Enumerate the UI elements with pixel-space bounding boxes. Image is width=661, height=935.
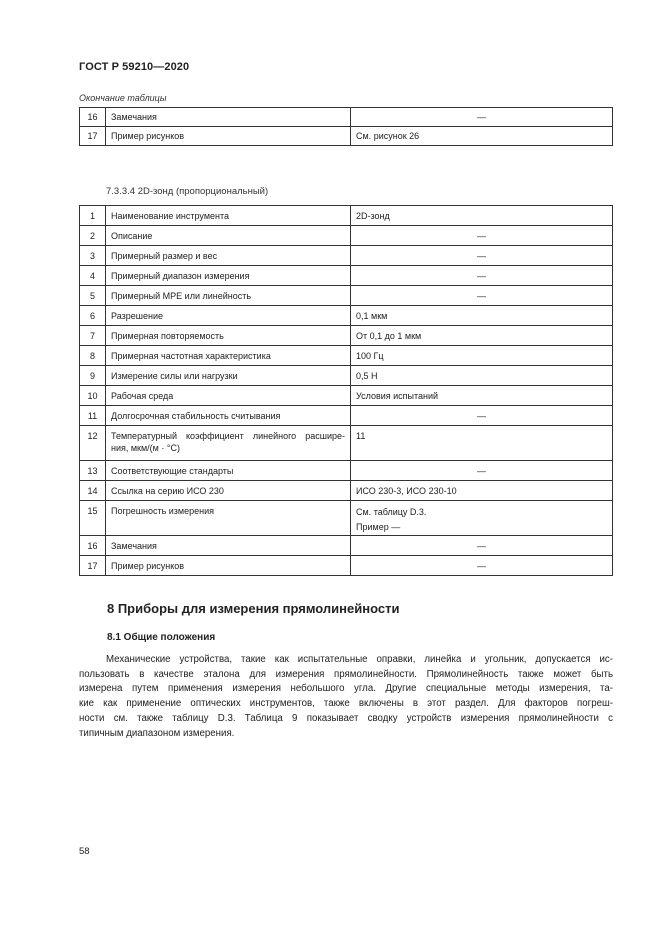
row-value: — xyxy=(351,556,613,576)
table-row xyxy=(80,366,613,386)
row-value: — xyxy=(351,536,613,556)
row-number: 1 xyxy=(80,206,106,226)
row-name: Замечания xyxy=(106,108,351,127)
row-name: Соответствующие стандарты xyxy=(106,461,351,481)
table-row xyxy=(80,326,613,346)
probe-2d-table xyxy=(79,205,613,576)
row-number: 5 xyxy=(80,286,106,306)
row-name: Рабочая среда xyxy=(106,386,351,406)
row-name: Примерная повторяемость xyxy=(106,326,351,346)
paragraph-line: Механические устройства, такие как испытательные оправки, линейка и угольник, допускается ис- xyxy=(106,654,613,665)
row-name: Примерный MPE или линейность xyxy=(106,286,351,306)
section-7334-title: 7.3.3.4 2D-зонд (пропорциональный) xyxy=(106,186,269,197)
section-8-title: 8 Приборы для измерения прямолинейности xyxy=(107,601,400,616)
row-value: 11 xyxy=(351,426,613,461)
row-number: 8 xyxy=(80,346,106,366)
row-value: — xyxy=(351,461,613,481)
row-value: 2D-зонд xyxy=(351,206,613,226)
row-number: 13 xyxy=(80,461,106,481)
table-row xyxy=(80,426,613,461)
row-number: 10 xyxy=(80,386,106,406)
row-name: Примерный размер и вес xyxy=(106,246,351,266)
row-name: Измерение силы или нагрузки xyxy=(106,366,351,386)
row-value: — xyxy=(351,266,613,286)
row-name: Наименование инструмента xyxy=(106,206,351,226)
table-row xyxy=(80,108,613,127)
page-number: 58 xyxy=(79,846,90,857)
row-value-line: См. таблицу D.3. xyxy=(356,507,427,517)
paragraph-line: измерена путем применения измерения небольшого угла. Другие специальные методы измерения, та- xyxy=(79,683,613,695)
table-row xyxy=(80,266,613,286)
table-row xyxy=(80,206,613,226)
section-8-1-title: 8.1 Общие положения xyxy=(107,632,216,643)
row-value: ИСО 230-3, ИСО 230-10 xyxy=(351,481,613,501)
row-name: Замечания xyxy=(106,536,351,556)
row-name: Пример рисунков xyxy=(106,127,351,146)
paragraph-line: пользовать в качестве эталона для измерения прямолинейности. Прямолинейность также может быть xyxy=(79,668,613,680)
row-number: 6 xyxy=(80,306,106,326)
row-number: 16 xyxy=(80,536,106,556)
table-row xyxy=(80,501,613,536)
row-number: 11 xyxy=(80,406,106,426)
row-number: 2 xyxy=(80,226,106,246)
row-number: 4 xyxy=(80,266,106,286)
document-header: ГОСТ Р 59210—2020 xyxy=(79,61,190,73)
row-name: Ссылка на серию ИСО 230 xyxy=(106,481,351,501)
row-value: 100 Гц xyxy=(351,346,613,366)
table-row xyxy=(80,481,613,501)
row-name: Разрешение xyxy=(106,306,351,326)
table-row xyxy=(80,127,613,146)
table-row xyxy=(80,386,613,406)
row-value: См. рисунок 26 xyxy=(351,127,613,146)
row-name: Описание xyxy=(106,226,351,246)
row-name: Пример рисунков xyxy=(106,556,351,576)
table-row xyxy=(80,306,613,326)
paragraph-line: ности см. также таблицу D.3. Таблица 9 показывает сводку устройств измерения прямолинейности с xyxy=(79,712,613,724)
row-value: — xyxy=(351,226,613,246)
row-value-line: Пример — xyxy=(356,522,401,532)
table-row xyxy=(80,406,613,426)
continuation-table xyxy=(79,107,613,146)
row-number: 3 xyxy=(80,246,106,266)
row-number: 12 xyxy=(80,426,106,461)
row-value xyxy=(351,501,613,536)
table-row xyxy=(80,346,613,366)
row-name: Долгосрочная стабильность считывания xyxy=(106,406,351,426)
row-value: Условия испытаний xyxy=(351,386,613,406)
row-number: 16 xyxy=(80,108,106,127)
table-row xyxy=(80,556,613,576)
table-continuation-caption: Окончание таблицы xyxy=(79,93,167,103)
table-row xyxy=(80,246,613,266)
row-value: — xyxy=(351,108,613,127)
row-name-line: Температурный коэффициент линейного расшире- xyxy=(111,431,345,441)
paragraph-line: типичным диапазоном измерения. xyxy=(79,727,235,739)
row-number: 7 xyxy=(80,326,106,346)
row-number: 9 xyxy=(80,366,106,386)
table-row xyxy=(80,286,613,306)
row-number: 17 xyxy=(80,127,106,146)
row-name xyxy=(106,426,351,461)
row-name: Погрешность измерения xyxy=(106,501,351,536)
row-value: — xyxy=(351,246,613,266)
row-value: — xyxy=(351,286,613,306)
row-number: 14 xyxy=(80,481,106,501)
row-number: 17 xyxy=(80,556,106,576)
section-8-1-paragraph xyxy=(79,653,613,741)
table-row xyxy=(80,536,613,556)
row-name: Примерная частотная характеристика xyxy=(106,346,351,366)
table-row xyxy=(80,461,613,481)
row-number: 15 xyxy=(80,501,106,536)
paragraph-line: кие как применение оптических инструментов, также включены в этот раздел. Для факторов погреш- xyxy=(79,698,613,710)
table-row xyxy=(80,226,613,246)
row-value: — xyxy=(351,406,613,426)
row-value: 0,1 мкм xyxy=(351,306,613,326)
row-name: Примерный диапазон измерения xyxy=(106,266,351,286)
row-value: 0,5 Н xyxy=(351,366,613,386)
row-name-line: ния, мкм/(м · °С) xyxy=(111,443,180,453)
row-value: От 0,1 до 1 мкм xyxy=(351,326,613,346)
